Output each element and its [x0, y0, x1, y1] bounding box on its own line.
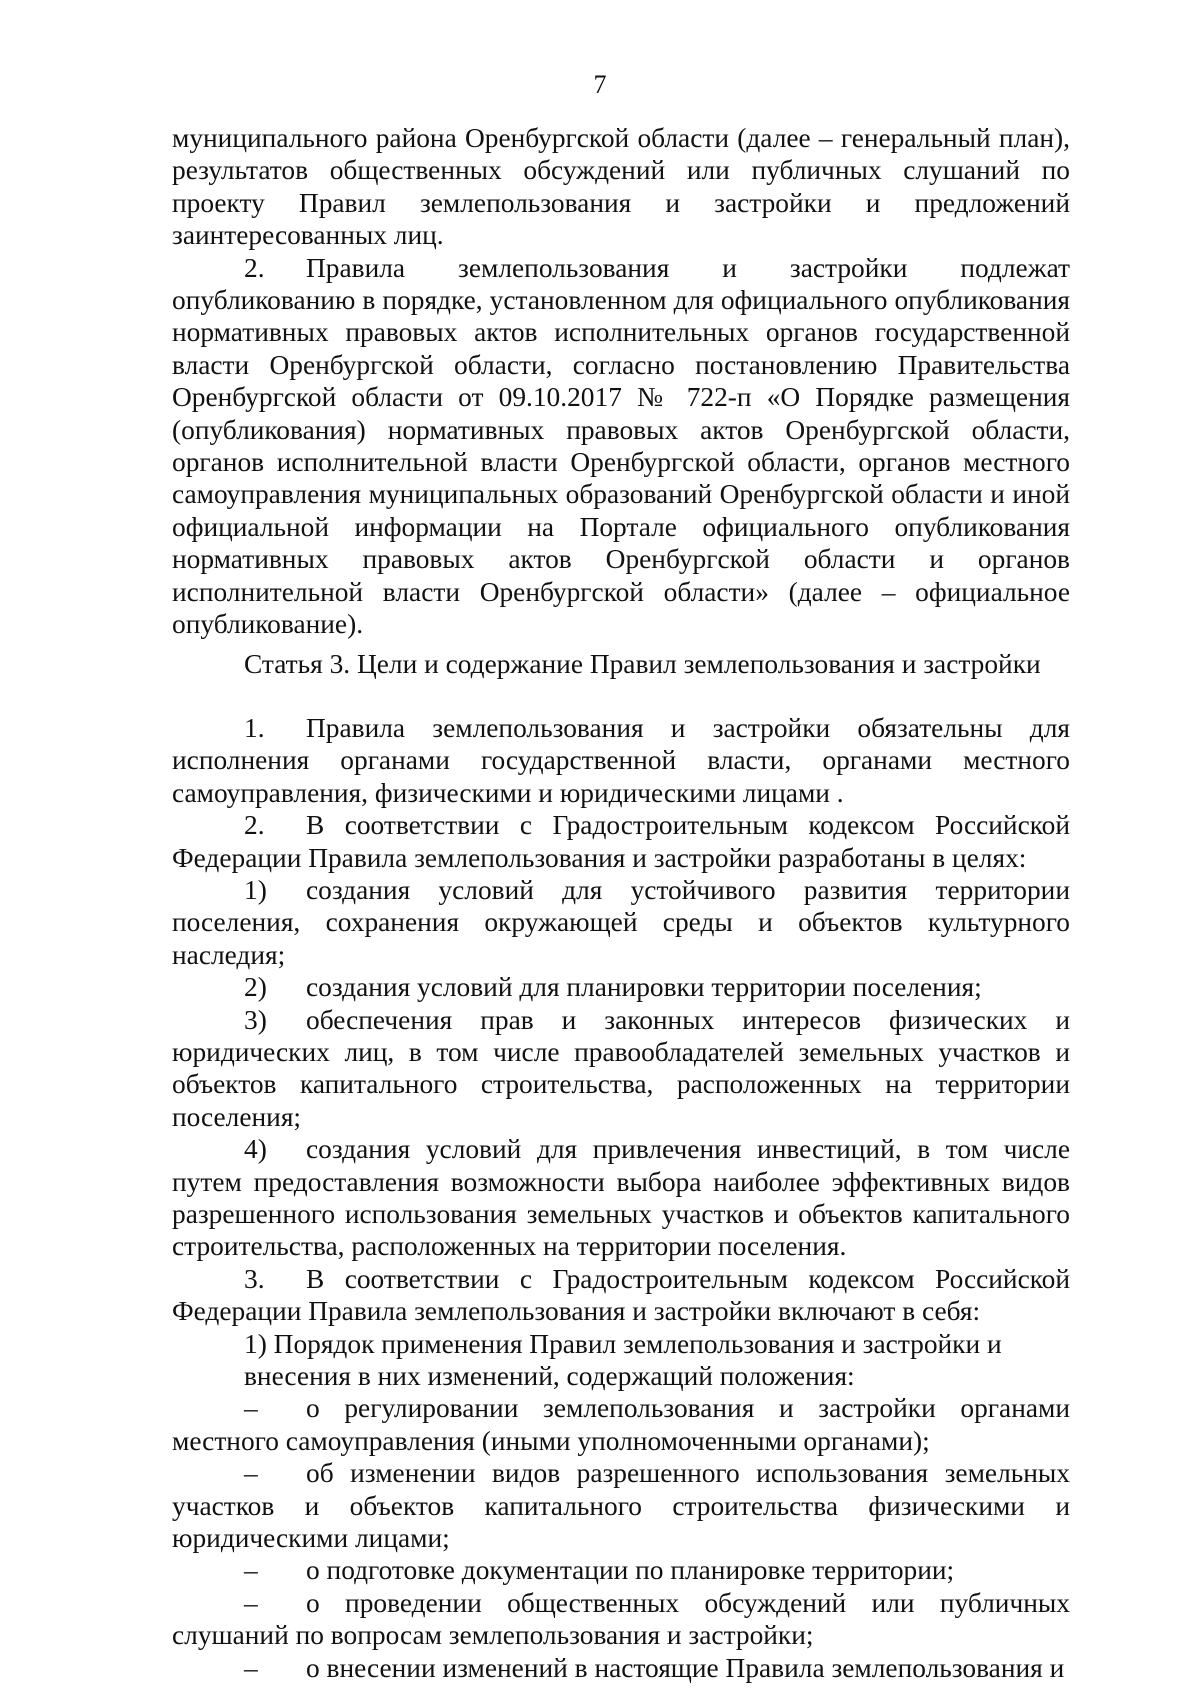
paragraph-text: В соответствии с Градостроительным кодексом Российской Федерации Правила землепользования и застройки разработаны в целях: [172, 810, 1070, 873]
item-number: 3. [244, 1263, 265, 1294]
goal-text: создания условий для планировки территории поселения; [306, 972, 982, 1003]
item-number: 4) [244, 1134, 267, 1165]
dash-item-text: о подготовке документации по планировке территории; [306, 1555, 955, 1586]
item-number: 2. [244, 252, 265, 283]
item-number: 2) [244, 972, 267, 1003]
goal-text: обеспечения прав и законных интересов физических и юридических лиц, в том числе правообладателей земельных участков и объектов капитального строительства, расположенных на территории поселения; [172, 1004, 1070, 1132]
page-number: 7 [593, 70, 607, 99]
dash-item-2 [172, 1457, 1070, 1554]
paragraph-text: Правила землепользования и застройки обязательны для исполнения органами государственной власти, органами местного самоуправления, физическими и юридическими лицами . [172, 712, 1070, 808]
paragraph-continuation: муниципального района Оренбургской области (далее – генеральный план), результатов общественных обсуждений или публичных слушаний по проекту Правил землепользования и застройки и предложений заинтересованных лиц. [172, 123, 1070, 251]
goal-item-2 [172, 971, 1070, 1003]
goal-text: создания условий для привлечения инвестиций, в том числе путем предоставления возможности выбора наиболее эффективных видов разрешенного использования земельных участков и объектов капитального строительства, расположенных на территории поселения. [172, 1134, 1070, 1262]
goal-item-3 [172, 1004, 1070, 1134]
paragraph-article-item-3 [172, 1263, 1070, 1328]
paragraph-article-item-1 [172, 712, 1070, 809]
item-number: 2. [244, 810, 265, 841]
dash-marker: – [244, 1652, 258, 1683]
dash-marker: – [244, 1555, 258, 1586]
dash-marker: – [244, 1458, 258, 1489]
document-body [172, 122, 1070, 1684]
dash-item-text: о внесении изменений в настоящие Правила землепользования и [306, 1652, 1065, 1683]
dash-item-5 [172, 1652, 1070, 1684]
paragraph-text: В соответствии с Градостроительным кодексом Российской Федерации Правила землепользования и застройки включают в себя: [172, 1263, 1070, 1327]
dash-marker: – [244, 1587, 258, 1618]
paragraph-article-item-2 [172, 809, 1070, 874]
content-item-1: 1) Порядок применения Правил землепользования и застройки и внесения в них изменений, содержащий положения: [244, 1328, 1002, 1392]
goal-text: создания условий для устойчивого развития территории поселения, сохранения окружающей среды и объектов культурного наследия; [172, 874, 1070, 970]
article-heading: Статья 3. Цели и содержание Правил землепользования и застройки [244, 648, 1041, 679]
dash-item-3 [172, 1554, 1070, 1586]
paragraph-publication [172, 252, 1070, 641]
goal-item-1 [172, 874, 1070, 971]
paragraph-text: Правила землепользования и застройки подлежат опубликованию в порядке, установленном для официального опубликования нормативных правовых актов исполнительных органов государственной власти Оренбургской области, согласно постановлению Правительства Оренбургской области от 09.10.2017 № 722-п «О Порядке размещения (опубликования) нормативных правовых актов Оренбургской области, органов исполнительной власти Оренбургской области, органов местного самоуправления муниципальных образований Оренбургской области и иной официальной информации на Портале официального опубликования нормативных правовых актов Оренбургской области и органов исполнительной власти Оренбургской области» (далее – официальное опубликование). [172, 252, 1070, 640]
item-number: 3) [244, 1004, 267, 1035]
dash-item-text: о проведении общественных обсуждений или публичных слушаний по вопросам землепользования и застройки; [172, 1587, 1070, 1651]
dash-item-text: о регулировании землепользования и застройки органами местного самоуправления (иными уполномоченными органами); [172, 1393, 1070, 1456]
dash-item-1 [172, 1392, 1070, 1457]
goal-item-4 [172, 1133, 1070, 1263]
item-number: 1. [244, 712, 265, 743]
item-number: 1) [244, 874, 267, 905]
dash-item-text: об изменении видов разрешенного использования земельных участков и объектов капитального строительства физическими и юридическими лицами; [172, 1458, 1070, 1554]
dash-marker: – [244, 1393, 258, 1424]
dash-item-4 [172, 1587, 1070, 1652]
spacer [172, 680, 1070, 712]
